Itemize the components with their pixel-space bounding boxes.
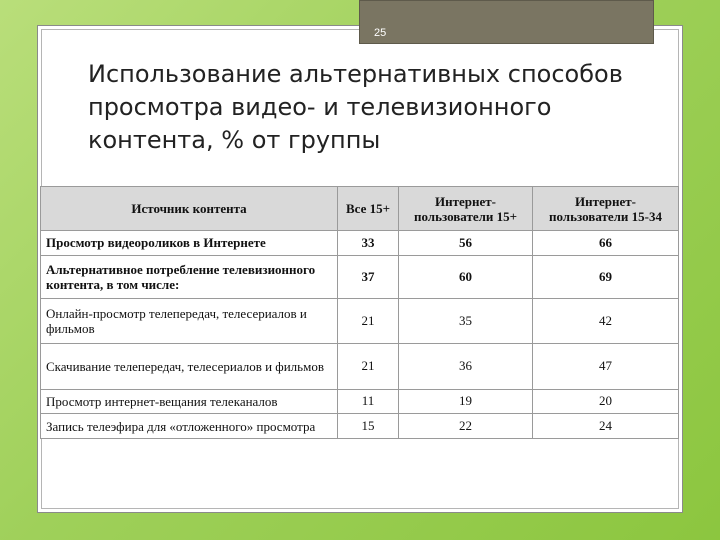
- value-all-15: 21: [338, 298, 399, 343]
- value-all-15: 37: [338, 255, 399, 298]
- value-internet-15: 35: [399, 298, 533, 343]
- value-all-15: 21: [338, 344, 399, 389]
- table-row: [41, 255, 679, 298]
- header-source: Источник контента: [41, 187, 338, 231]
- slide-title: Использование альтернативных способов просмотра видео- и телевизионного контента, % от группы: [88, 60, 623, 154]
- row-source: Альтернативное потребление телевизионного контента, в том числе:: [41, 255, 338, 298]
- value-internet-15-34: 69: [533, 255, 679, 298]
- value-internet-15: 60: [399, 255, 533, 298]
- table-row: [41, 414, 679, 439]
- value-internet-15-34: 42: [533, 298, 679, 343]
- table-header-row: [41, 187, 679, 231]
- table-row: [41, 344, 679, 389]
- table-row: [41, 231, 679, 256]
- row-source: Онлайн-просмотр телепередач, телесериалов и фильмов: [41, 298, 338, 343]
- value-internet-15-34: 47: [533, 344, 679, 389]
- value-all-15: 15: [338, 414, 399, 439]
- row-source: Просмотр интернет-вещания телеканалов: [41, 389, 338, 414]
- value-internet-15: 22: [399, 414, 533, 439]
- table-row: [41, 389, 679, 414]
- value-all-15: 11: [338, 389, 399, 414]
- header-all-15: Все 15+: [338, 187, 399, 231]
- value-internet-15-34: 20: [533, 389, 679, 414]
- page-number-tab: [359, 0, 654, 44]
- header-internet-users-15-34: Интернет-пользователи 15-34: [533, 187, 679, 231]
- page-number: 25: [374, 27, 387, 39]
- value-internet-15: 56: [399, 231, 533, 256]
- value-internet-15-34: 24: [533, 414, 679, 439]
- row-source: Просмотр видеороликов в Интернете: [41, 231, 338, 256]
- value-internet-15-34: 66: [533, 231, 679, 256]
- value-all-15: 33: [338, 231, 399, 256]
- data-table-container: [40, 186, 678, 439]
- table-row: [41, 298, 679, 343]
- row-source: Запись телеэфира для «отложенного» просмотра: [41, 414, 338, 439]
- value-internet-15: 36: [399, 344, 533, 389]
- value-internet-15: 19: [399, 389, 533, 414]
- header-internet-users-15: Интернет-пользователи 15+: [399, 187, 533, 231]
- content-sources-table: [40, 186, 679, 439]
- row-source: Скачивание телепередач, телесериалов и фильмов: [41, 344, 338, 389]
